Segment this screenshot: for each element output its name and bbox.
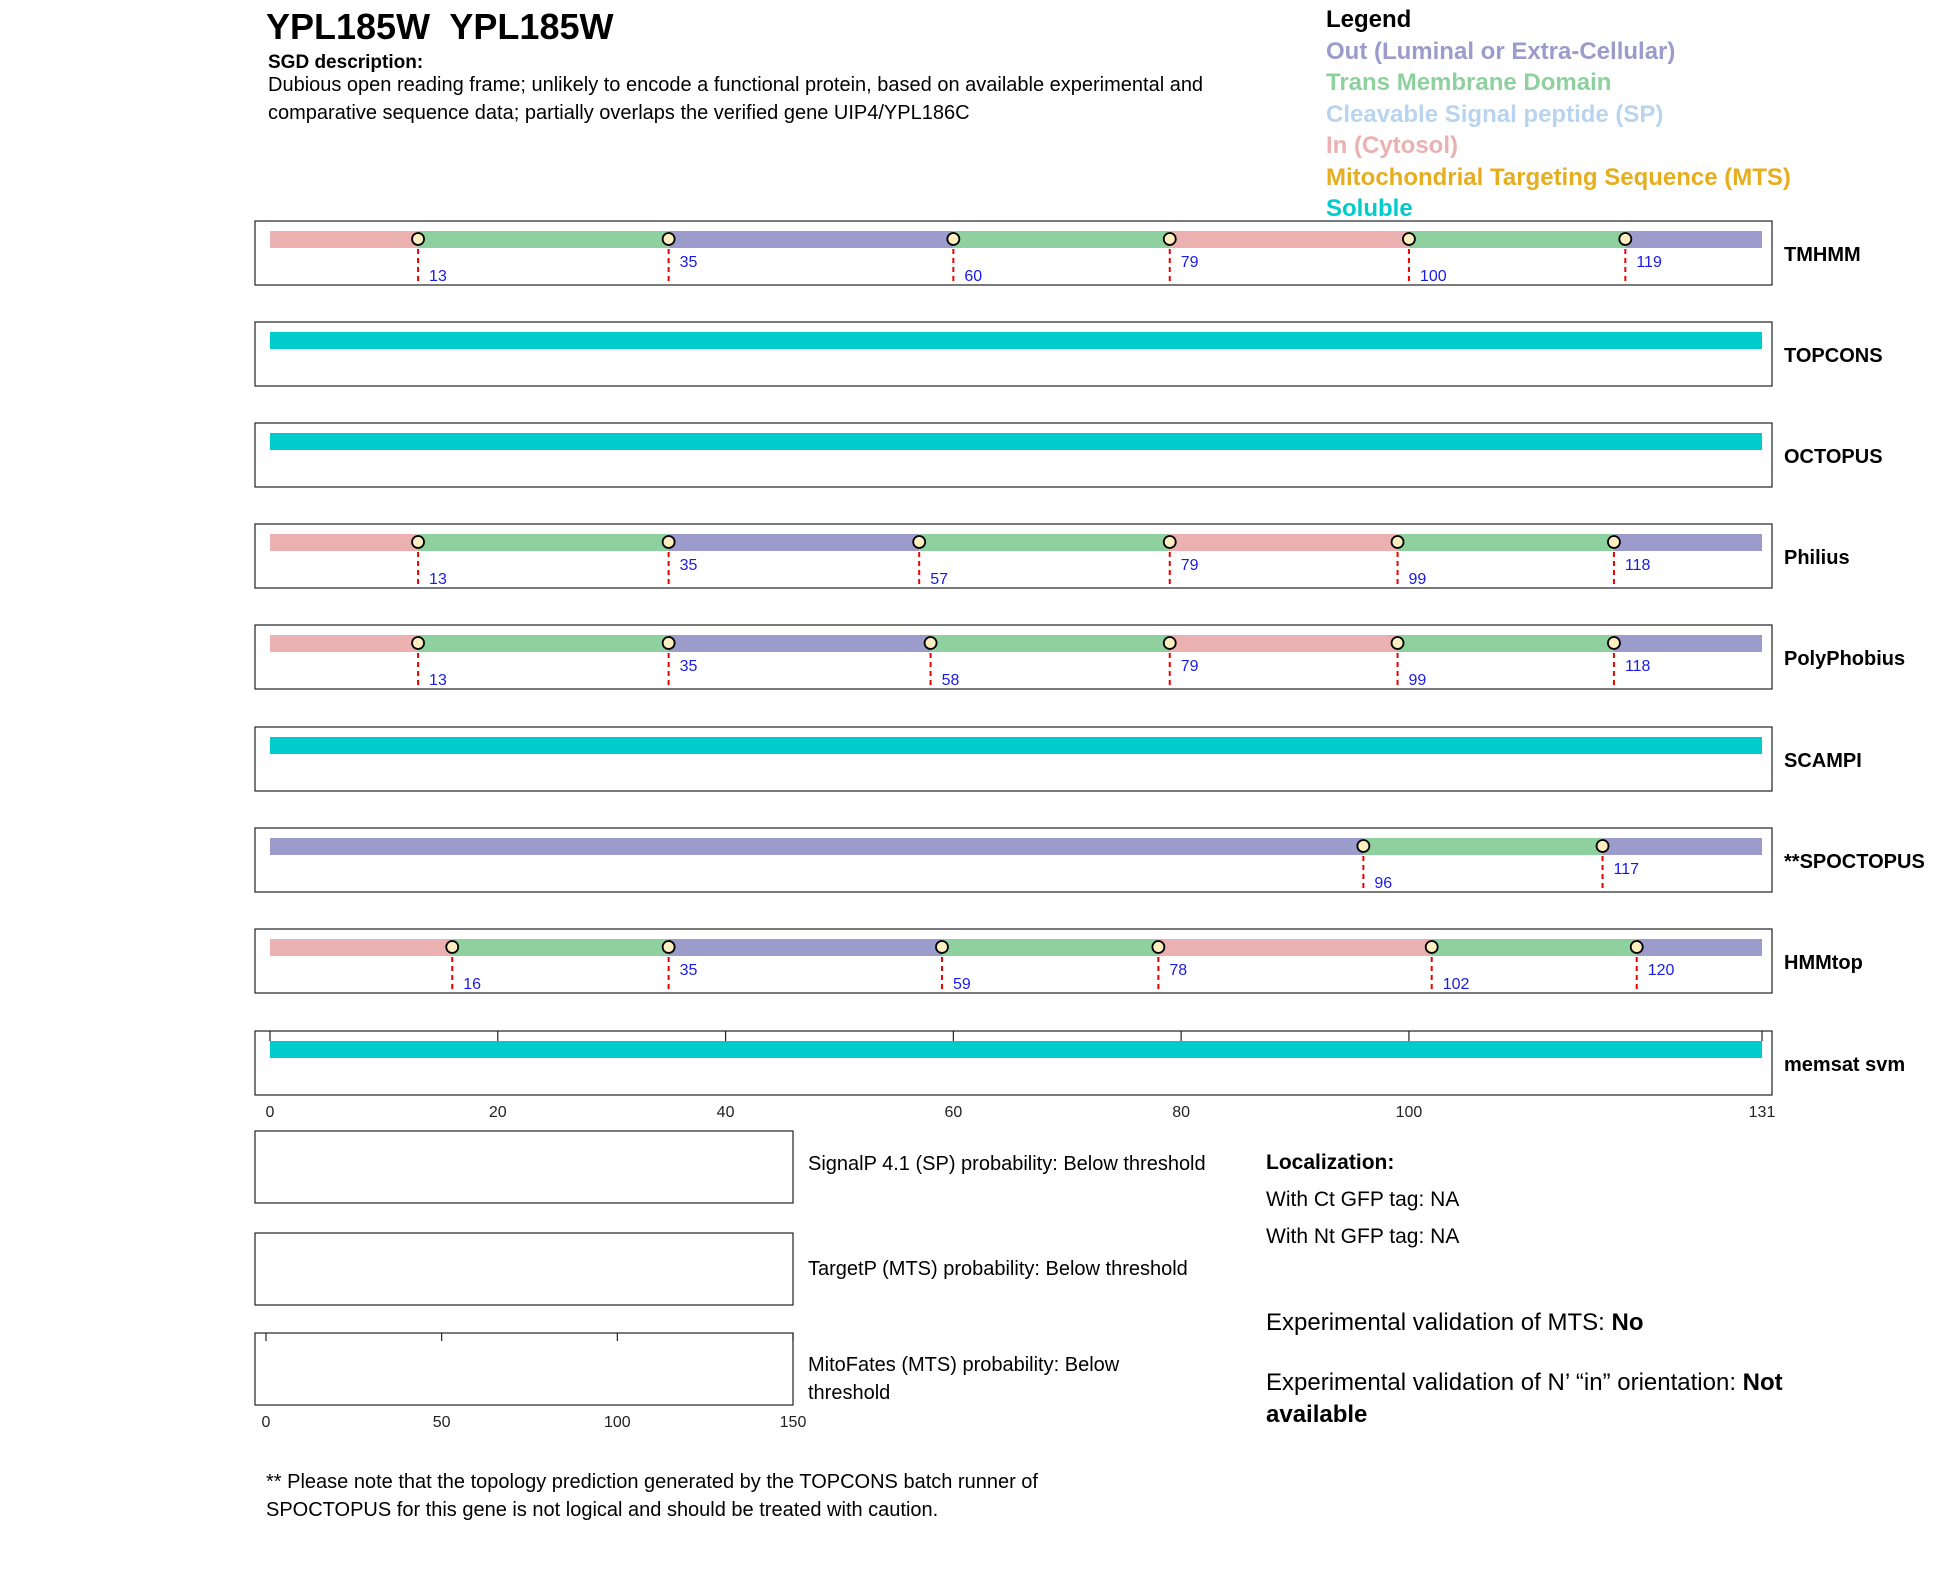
topology-segment [942,939,1158,956]
topology-segment [1363,838,1602,855]
boundary-label: 60 [964,268,983,285]
track-frame [255,423,1772,487]
topology-segment [1637,939,1762,956]
boundary-label: 16 [463,976,482,993]
topology-segment [953,231,1169,248]
boundary-marker [663,233,675,245]
x-tick-label: 80 [1172,1104,1191,1121]
boundary-label: 13 [429,268,447,285]
topology-segment [1158,939,1431,956]
topology-segment [1170,231,1409,248]
sgd-description: Dubious open reading frame; unlikely to encode a functional protein, based on available experimental and comparative sequence data; partially overlaps the verified gene UIP4/YPL186C [268,74,1204,124]
track-frame [255,929,1772,993]
probability-box [255,1131,793,1203]
topology-segment [1170,635,1398,652]
boundary-marker [1631,941,1643,953]
topology-segment [1603,838,1762,855]
topology-segment [270,231,418,248]
mitofates-label: MitoFates (MTS) probability: Below threshold [808,1354,1120,1404]
sgd-label: SGD description: [268,52,424,73]
topology-segment [452,939,668,956]
topology-segment [919,534,1170,551]
topology-segment [418,231,669,248]
mts-validation-text: Experimental validation of MTS: [1266,1309,1612,1336]
topology-segment [418,534,669,551]
boundary-marker [663,941,675,953]
track-name: SCAMPI [1784,750,1862,772]
boundary-marker [1164,536,1176,548]
prob-x-tick-label: 100 [603,1414,631,1431]
topology-segment [1398,534,1614,551]
topology-segment [669,534,920,551]
orientation-validation-text: Experimental validation of N’ “in” orientation: [1266,1369,1743,1396]
boundary-marker [1152,941,1164,953]
boundary-marker [1403,233,1415,245]
x-tick-label: 60 [944,1104,963,1121]
boundary-label: 13 [429,571,447,588]
topology-segment [1409,231,1625,248]
legend-item-sp: Cleavable Signal peptide (SP) [1326,100,1664,128]
boundary-label: 119 [1636,254,1662,271]
boundary-marker [663,637,675,649]
targetp-label: TargetP (MTS) probability: Below threshold [808,1258,1188,1280]
orientation-validation [1266,1367,1866,1431]
boundary-marker [1164,637,1176,649]
boundary-label: 78 [1169,962,1188,979]
topology-segment [270,939,452,956]
track-name: TOPCONS [1784,345,1883,367]
track-name: **SPOCTOPUS [1784,851,1925,873]
track-frame [255,524,1772,588]
mts-validation-value: No [1611,1309,1644,1336]
topology-segment [270,1041,1762,1058]
topology-segment [1432,939,1637,956]
boundary-label: 96 [1374,875,1393,892]
topology-segment [1170,534,1398,551]
topology-segment [270,635,418,652]
gene-title: YPL185W YPL185W [266,6,614,47]
legend-item-soluble: Soluble [1326,195,1413,222]
topology-segment [270,433,1762,450]
boundary-marker [412,536,424,548]
legend [1326,4,1791,225]
topology-segment [931,635,1170,652]
topology-segment [418,635,669,652]
legend-item-mts: Mitochondrial Targeting Sequence (MTS) [1326,163,1791,191]
localization-title: Localization: [1266,1151,1395,1174]
topology-segment [1625,231,1762,248]
track-frame [255,625,1772,689]
topology-segment [1614,635,1762,652]
boundary-marker [663,536,675,548]
boundary-label: 35 [679,658,698,675]
orientation-validation-value: Not available [1266,1369,1783,1428]
boundary-label: 59 [952,976,971,993]
boundary-marker [446,941,458,953]
topology-segment [270,534,418,551]
track-frame [255,1031,1772,1095]
boundary-label: 118 [1624,557,1651,574]
boundary-label: 120 [1647,962,1675,979]
x-tick-label: 20 [488,1104,507,1121]
boundary-label: 35 [679,254,698,271]
x-tick-label: 100 [1395,1104,1423,1121]
boundary-marker [1608,637,1620,649]
boundary-label: 99 [1408,571,1427,588]
track-name: HMMtop [1784,952,1863,974]
boundary-label: 35 [679,557,698,574]
boundary-marker [925,637,937,649]
boundary-label: 79 [1180,254,1199,271]
boundary-marker [913,536,925,548]
legend-item-in: In (Cytosol) [1326,132,1458,159]
boundary-marker [1392,536,1404,548]
topology-segment [270,838,1363,855]
x-tick-label: 131 [1748,1104,1776,1121]
track-name: OCTOPUS [1784,446,1883,468]
boundary-label: 13 [429,672,447,689]
topology-segment [270,737,1762,754]
track-frame [255,828,1772,892]
prob-x-tick-label: 150 [779,1414,807,1431]
probability-box [255,1233,793,1305]
boundary-label: 35 [679,962,698,979]
boundary-marker [1619,233,1631,245]
footnote: ** Please note that the topology prediction generated by the TOPCONS batch runner of SPOCTOPUS for this gene is not logical and should be treated with caution. [266,1471,1038,1521]
boundary-label: 99 [1408,672,1427,689]
track-name: PolyPhobius [1784,648,1906,670]
boundary-marker [1426,941,1438,953]
probability-box [255,1333,793,1405]
boundary-label: 117 [1613,861,1640,878]
track-name: Philius [1784,547,1850,569]
track-name: memsat svm [1784,1054,1906,1076]
prob-x-tick-label: 0 [261,1414,271,1431]
localization-nt: With Nt GFP tag: NA [1266,1225,1460,1248]
track-frame [255,221,1772,285]
boundary-marker [1597,840,1609,852]
track-frame [255,727,1772,791]
track-frame [255,322,1772,386]
boundary-label: 79 [1180,557,1199,574]
boundary-label: 102 [1442,976,1470,993]
boundary-label: 58 [941,672,960,689]
boundary-marker [947,233,959,245]
boundary-label: 100 [1419,268,1447,285]
x-tick-label: 40 [716,1104,735,1121]
legend-item-out: Out (Luminal or Extra-Cellular) [1326,37,1676,65]
topology-segment [669,635,931,652]
signalp-label: SignalP 4.1 (SP) probability: Below threshold [808,1153,1206,1175]
prob-x-tick-label: 50 [432,1414,451,1431]
boundary-label: 57 [930,571,948,588]
legend-title: Legend [1326,6,1412,33]
boundary-marker [1608,536,1620,548]
boundary-marker [412,233,424,245]
topology-segment [669,231,954,248]
boundary-marker [936,941,948,953]
mts-validation [1266,1307,1866,1339]
boundary-marker [1357,840,1369,852]
boundary-label: 118 [1624,658,1651,675]
track-name: TMHMM [1784,244,1861,266]
localization-ct: With Ct GFP tag: NA [1266,1188,1460,1211]
topology-segment [270,332,1762,349]
topology-segment [1398,635,1614,652]
boundary-marker [412,637,424,649]
topology-segment [669,939,942,956]
topology-segment [1614,534,1762,551]
boundary-label: 79 [1180,658,1199,675]
boundary-marker [1164,233,1176,245]
legend-item-tm: Trans Membrane Domain [1326,69,1612,96]
boundary-marker [1392,637,1404,649]
x-tick-label: 0 [265,1104,275,1121]
